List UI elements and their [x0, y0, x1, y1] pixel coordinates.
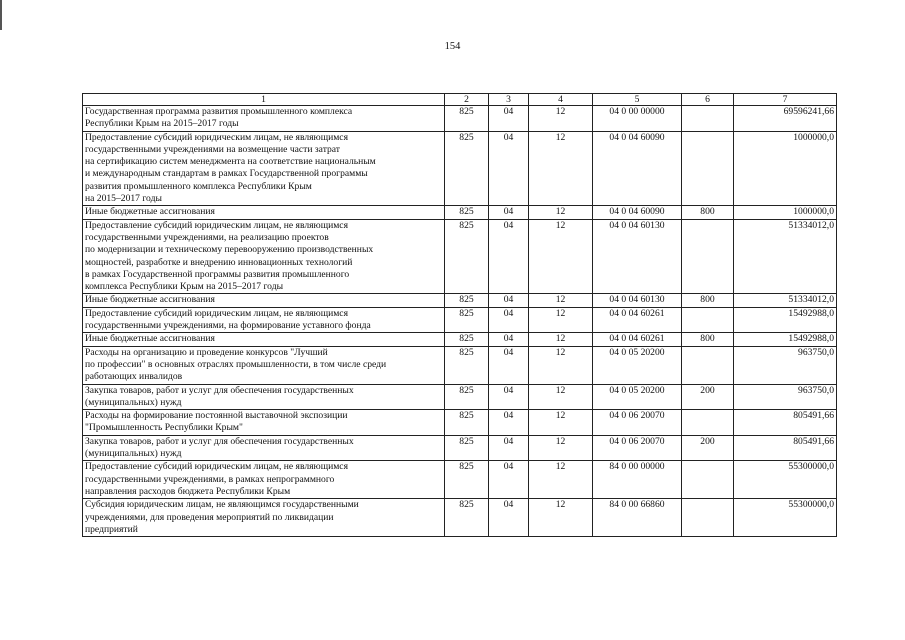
table-row — [83, 435, 837, 461]
row-expense-type-cell — [682, 346, 734, 384]
row-name-cell: Предоставление субсидий юридическим лицам, не являющимся государственными учреждениями, в рамках непрограммного направления расходов бюджета Республики Крым — [83, 461, 445, 499]
table-row — [83, 294, 837, 307]
row-expense-type-cell — [682, 219, 734, 294]
row-name-cell: Государственная программа развития промышленного комплекса Республики Крым на 2015–2017 годы — [83, 106, 445, 132]
header-cell: 2 — [445, 94, 489, 106]
row-target-article-cell: 04 0 04 60261 — [593, 333, 682, 346]
row-code-cell: 825 — [445, 131, 489, 206]
row-code-cell: 825 — [445, 435, 489, 461]
row-section-cell: 04 — [489, 131, 529, 206]
row-section-cell: 04 — [489, 499, 529, 537]
row-expense-type-cell — [682, 461, 734, 499]
header-cell: 1 — [83, 94, 445, 106]
row-expense-type-cell — [682, 307, 734, 333]
row-subsection-cell: 12 — [529, 435, 593, 461]
row-section-cell: 04 — [489, 333, 529, 346]
row-amount-cell: 51334012,0 — [734, 219, 837, 294]
table-row — [83, 307, 837, 333]
row-name-cell: Предоставление субсидий юридическим лицам, не являющимся государственными учреждениями, на формирование уставного фонда — [83, 307, 445, 333]
row-code-cell: 825 — [445, 206, 489, 219]
row-name-cell: Субсидия юридическим лицам, не являющимся государственными учреждениями, для проведения мероприятий по ликвидации предприятий — [83, 499, 445, 537]
row-target-article-cell: 04 0 06 20070 — [593, 435, 682, 461]
table-row — [83, 106, 837, 132]
row-target-article-cell: 04 0 04 60090 — [593, 131, 682, 206]
row-subsection-cell: 12 — [529, 219, 593, 294]
row-name-cell: Иные бюджетные ассигнования — [83, 294, 445, 307]
row-amount-cell: 55300000,0 — [734, 461, 837, 499]
scan-edge-mark — [0, 0, 2, 30]
row-target-article-cell: 04 0 04 60090 — [593, 206, 682, 219]
row-subsection-cell: 12 — [529, 346, 593, 384]
row-target-article-cell: 04 0 04 60130 — [593, 294, 682, 307]
row-subsection-cell: 12 — [529, 131, 593, 206]
row-target-article-cell: 04 0 04 60261 — [593, 307, 682, 333]
row-subsection-cell: 12 — [529, 307, 593, 333]
row-code-cell: 825 — [445, 219, 489, 294]
row-target-article-cell: 84 0 00 66860 — [593, 499, 682, 537]
row-code-cell: 825 — [445, 461, 489, 499]
row-amount-cell: 15492988,0 — [734, 333, 837, 346]
row-name-cell: Иные бюджетные ассигнования — [83, 206, 445, 219]
row-name-cell: Расходы на организацию и проведение конкурсов "Лучший по профессии" в основных отраслях промышленности, в том числе среди работающих инвалидов — [83, 346, 445, 384]
row-section-cell: 04 — [489, 384, 529, 410]
header-cell: 3 — [489, 94, 529, 106]
row-code-cell: 825 — [445, 346, 489, 384]
row-target-article-cell: 04 0 04 60130 — [593, 219, 682, 294]
row-target-article-cell: 04 0 05 20200 — [593, 346, 682, 384]
row-code-cell: 825 — [445, 499, 489, 537]
row-section-cell: 04 — [489, 307, 529, 333]
row-code-cell: 825 — [445, 410, 489, 436]
row-section-cell: 04 — [489, 461, 529, 499]
row-name-cell: Расходы на формирование постоянной выставочной экспозиции "Промышленность Республики Крым" — [83, 410, 445, 436]
row-name-cell: Предоставление субсидий юридическим лицам, не являющимся государственными учреждениями, на реализацию проектов по модернизации и техническому перевооружению производственных мощностей, разработке и внедрению инновационных технологий в рамках Государственной программы развития промышленного комплекса Республики Крым на 2015–2017 годы — [83, 219, 445, 294]
row-target-article-cell: 04 0 06 20070 — [593, 410, 682, 436]
row-section-cell: 04 — [489, 294, 529, 307]
row-amount-cell: 69596241,66 — [734, 106, 837, 132]
row-code-cell: 825 — [445, 294, 489, 307]
row-expense-type-cell — [682, 410, 734, 436]
row-amount-cell: 1000000,0 — [734, 131, 837, 206]
row-expense-type-cell: 200 — [682, 435, 734, 461]
row-amount-cell: 963750,0 — [734, 346, 837, 384]
row-subsection-cell: 12 — [529, 410, 593, 436]
row-amount-cell: 1000000,0 — [734, 206, 837, 219]
row-expense-type-cell — [682, 499, 734, 537]
row-target-article-cell: 04 0 05 20200 — [593, 384, 682, 410]
header-cell: 6 — [682, 94, 734, 106]
row-expense-type-cell: 200 — [682, 384, 734, 410]
header-cell: 4 — [529, 94, 593, 106]
row-section-cell: 04 — [489, 410, 529, 436]
row-amount-cell: 15492988,0 — [734, 307, 837, 333]
table-row — [83, 384, 837, 410]
row-subsection-cell: 12 — [529, 461, 593, 499]
row-subsection-cell: 12 — [529, 333, 593, 346]
row-section-cell: 04 — [489, 435, 529, 461]
row-expense-type-cell — [682, 106, 734, 132]
table-row — [83, 206, 837, 219]
row-subsection-cell: 12 — [529, 106, 593, 132]
table-row — [83, 461, 837, 499]
table-row — [83, 333, 837, 346]
row-code-cell: 825 — [445, 307, 489, 333]
budget-table — [82, 93, 837, 537]
row-amount-cell: 805491,66 — [734, 410, 837, 436]
row-expense-type-cell — [682, 131, 734, 206]
row-subsection-cell: 12 — [529, 499, 593, 537]
row-expense-type-cell: 800 — [682, 294, 734, 307]
row-expense-type-cell: 800 — [682, 333, 734, 346]
row-section-cell: 04 — [489, 219, 529, 294]
header-cell: 5 — [593, 94, 682, 106]
row-target-article-cell: 04 0 00 00000 — [593, 106, 682, 132]
table-row — [83, 131, 837, 206]
row-amount-cell: 51334012,0 — [734, 294, 837, 307]
table-header-row — [83, 94, 837, 106]
table-row — [83, 499, 837, 537]
table-row — [83, 346, 837, 384]
row-amount-cell: 55300000,0 — [734, 499, 837, 537]
row-subsection-cell: 12 — [529, 206, 593, 219]
row-subsection-cell: 12 — [529, 294, 593, 307]
header-cell: 7 — [734, 94, 837, 106]
row-code-cell: 825 — [445, 384, 489, 410]
row-section-cell: 04 — [489, 346, 529, 384]
row-name-cell: Закупка товаров, работ и услуг для обеспечения государственных (муниципальных) нужд — [83, 435, 445, 461]
table-row — [83, 410, 837, 436]
row-amount-cell: 963750,0 — [734, 384, 837, 410]
row-code-cell: 825 — [445, 333, 489, 346]
row-section-cell: 04 — [489, 206, 529, 219]
row-code-cell: 825 — [445, 106, 489, 132]
row-name-cell: Закупка товаров, работ и услуг для обеспечения государственных (муниципальных) нужд — [83, 384, 445, 410]
row-subsection-cell: 12 — [529, 384, 593, 410]
page-number: 154 — [444, 41, 461, 52]
row-target-article-cell: 84 0 00 00000 — [593, 461, 682, 499]
table-row — [83, 219, 837, 294]
row-name-cell: Предоставление субсидий юридическим лицам, не являющимся государственными учреждениями на возмещение части затрат на сертификацию систем менеджмента на соответствие национальным и международным стандартам в рамках Государственной программы развития промышленного комплекса Республики Крым на 2015–2017 годы — [83, 131, 445, 206]
row-name-cell: Иные бюджетные ассигнования — [83, 333, 445, 346]
row-expense-type-cell: 800 — [682, 206, 734, 219]
row-section-cell: 04 — [489, 106, 529, 132]
row-amount-cell: 805491,66 — [734, 435, 837, 461]
